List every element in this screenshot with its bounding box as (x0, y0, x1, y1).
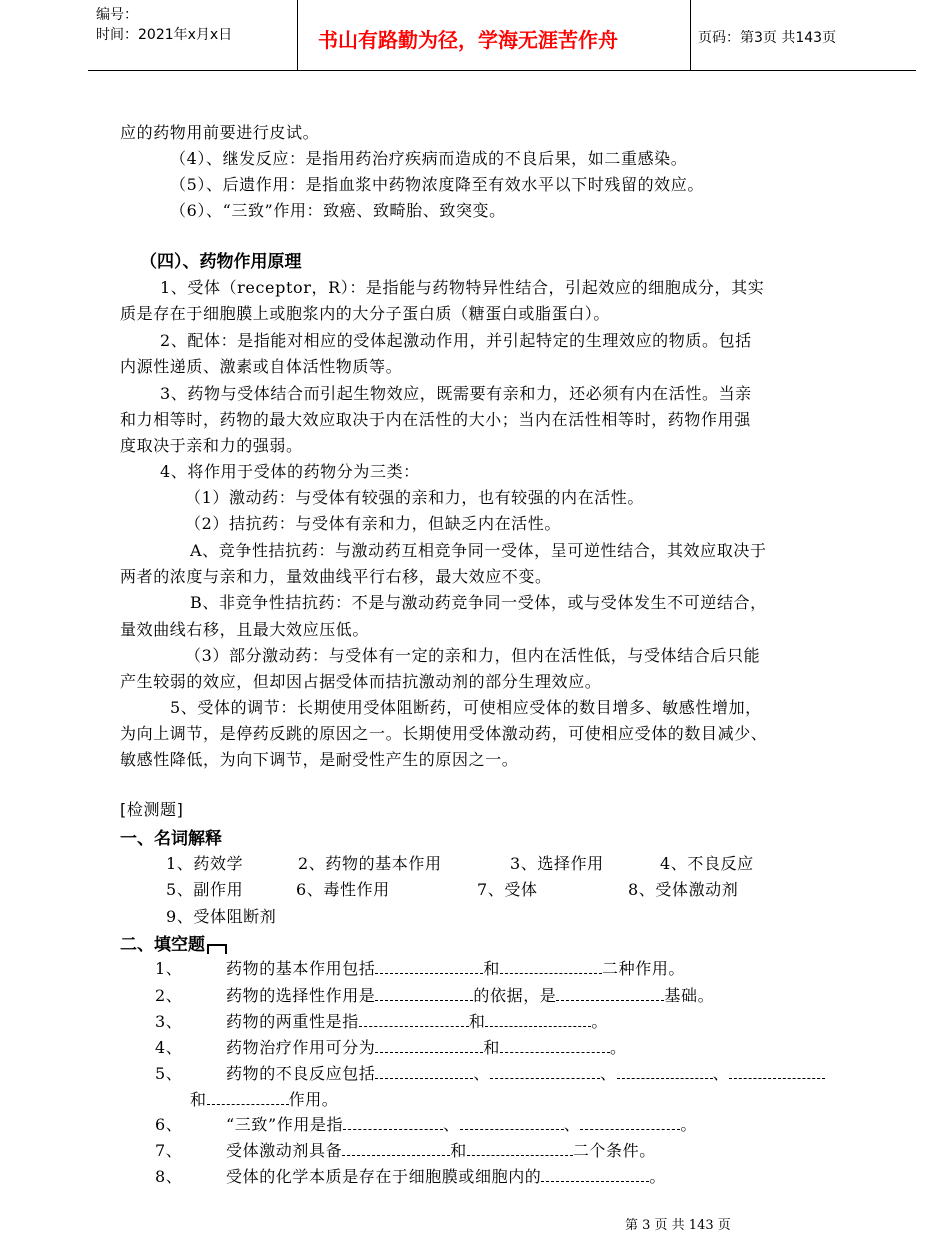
fill-question-1: 药物的基本作用包括 和 二种作用。 (226, 959, 686, 978)
body-line: 和力相等时，药物的最大效应取决于内在活性的大小；当内在活性相等时，药物作用强 (120, 410, 751, 429)
answer-blank[interactable] (460, 1117, 564, 1130)
fill-question-2: 药物的选择性作用是 的依据，是 基础。 (226, 986, 715, 1005)
body-line: 为向上调节，是停药反跳的原因之一。长期使用受体激动药，可使相应受体的数目减少、 (120, 724, 768, 743)
fill-question-number: 3、 (155, 1012, 183, 1031)
body-line: 5、受体的调节：长期使用受体阻断药，可使相应受体的数目增多、敏感性增加， (170, 698, 762, 717)
header-motto: 书山有路勤为径，学海无涯苦作舟 (318, 28, 618, 52)
fill-question-5-cont: 和 作用。 (190, 1090, 339, 1109)
section-heading: （四）、药物作用原理 (140, 252, 302, 272)
fill-question-number: 2、 (155, 986, 183, 1005)
answer-blank[interactable] (343, 1117, 443, 1130)
term-item: 4、不良反应 (660, 854, 754, 873)
fill-question-6: “三致”作用是指 、 、 。 (226, 1115, 697, 1134)
fill-question-number: 6、 (155, 1115, 183, 1134)
header-page-label: 页码：第3页 共143页 (698, 30, 837, 46)
header-divider-left (297, 0, 298, 70)
answer-blank[interactable] (541, 1169, 649, 1182)
answer-blank[interactable] (375, 961, 483, 974)
body-line: 2、配体：是指能对相应的受体起激动作用，并引起特定的生理效应的物质。包括 (160, 331, 752, 350)
answer-blank[interactable] (207, 1092, 289, 1105)
term-item: 2、药物的基本作用 (298, 854, 442, 873)
fill-question-4: 药物治疗作用可分为 和 。 (226, 1038, 627, 1057)
term-item: 5、副作用 (166, 880, 244, 899)
term-item: 7、受体 (477, 880, 538, 899)
answer-blank[interactable] (485, 1014, 591, 1027)
body-line: A、竞争性拮抗药：与激动药互相竞争同一受体，呈可逆性结合，其效应取决于 (190, 541, 767, 560)
quiz-section-heading: 二、填空题 (120, 930, 227, 955)
fill-question-7: 受体激动剂具备 和 二个条件。 (226, 1141, 656, 1160)
answer-blank[interactable] (375, 988, 473, 1001)
fill-question-5: 药物的不良反应包括 、 、 、 (226, 1061, 825, 1084)
body-line: 量效曲线右移，且最大效应压低。 (120, 620, 370, 639)
term-item: 3、选择作用 (510, 854, 604, 873)
answer-blank[interactable] (375, 1066, 473, 1079)
body-line: 敏感性降低，为向下调节，是耐受性产生的原因之一。 (120, 750, 519, 769)
body-line: （2）拮抗药：与受体有亲和力，但缺乏内在活性。 (185, 514, 561, 533)
header-divider-right (690, 0, 691, 70)
term-item: 6、毒性作用 (296, 880, 390, 899)
body-line: 两者的浓度与亲和力，量效曲线平行右移，最大效应不变。 (120, 567, 552, 586)
fill-question-3: 药物的两重性是指 和 。 (226, 1012, 609, 1031)
body-line: （3）部分激动药：与受体有一定的亲和力，但内在活性低，与受体结合后只能 (185, 646, 761, 665)
quiz-title: [检测题] (120, 800, 184, 819)
answer-blank[interactable] (729, 1066, 825, 1079)
term-item: 9、受体阻断剂 (166, 907, 277, 926)
header-number-label: 编号： (96, 7, 138, 23)
quiz-section-heading: 一、名词解释 (120, 829, 222, 849)
header-rule (88, 70, 916, 71)
body-line: （1）激动药：与受体有较强的亲和力，也有较强的内在活性。 (185, 488, 644, 507)
answer-blank[interactable] (556, 988, 664, 1001)
body-line: （4）、继发反应：是指用药治疗疾病而造成的不良后果，如二重感染。 (170, 149, 688, 168)
answer-blank[interactable] (580, 1117, 680, 1130)
body-line: 3、药物与受体结合而引起生物效应，既需要有亲和力，还必须有内在活性。当亲 (160, 384, 752, 403)
answer-blank[interactable] (342, 1143, 450, 1156)
body-line: 度取决于亲和力的强弱。 (120, 436, 303, 455)
page-footer: 第 3 页 共 143 页 (625, 1218, 731, 1233)
answer-blank[interactable] (359, 1014, 469, 1027)
body-line: 应的药物用前要进行皮试。 (120, 123, 320, 142)
body-line: （5）、后遗作用：是指血浆中药物浓度降至有效水平以下时残留的效应。 (170, 175, 704, 194)
body-line: 4、将作用于受体的药物分为三类： (160, 462, 420, 481)
answer-blank[interactable] (500, 1040, 610, 1053)
body-line: B、非竞争性拮抗药：不是与激动药竞争同一受体，或与受体发生不可逆结合， (190, 593, 767, 612)
answer-blank[interactable] (500, 961, 602, 974)
body-line: 内源性递质、激素或自体活性物质等。 (120, 357, 403, 376)
term-item: 1、药效学 (166, 854, 244, 873)
cursor-mark-icon (207, 944, 227, 954)
fill-question-number: 4、 (155, 1038, 183, 1057)
fill-question-number: 1、 (155, 959, 183, 978)
body-line: 1、受体（receptor，R）：是指能与药物特异性结合，引起效应的细胞成分，其实 (160, 278, 765, 297)
answer-blank[interactable] (375, 1040, 483, 1053)
answer-blank[interactable] (490, 1066, 600, 1079)
body-line: 产生较弱的效应，但却因占据受体而拮抗激动剂的部分生理效应。 (120, 672, 602, 691)
term-item: 8、受体激动剂 (628, 880, 739, 899)
body-line: （6）、“三致”作用：致癌、致畸胎、致突变。 (170, 201, 506, 220)
fill-question-8: 受体的化学本质是存在于细胞膜或细胞内的 。 (226, 1167, 667, 1186)
fill-question-number: 7、 (155, 1141, 183, 1160)
answer-blank[interactable] (617, 1066, 713, 1079)
fill-question-number: 5、 (155, 1064, 183, 1083)
body-line: 质是存在于细胞膜上或胞浆内的大分子蛋白质（糖蛋白或脂蛋白）。 (120, 304, 611, 323)
answer-blank[interactable] (467, 1143, 573, 1156)
header-time-label: 时间：2021年x月x日 (96, 27, 233, 43)
fill-question-number: 8、 (155, 1167, 183, 1186)
